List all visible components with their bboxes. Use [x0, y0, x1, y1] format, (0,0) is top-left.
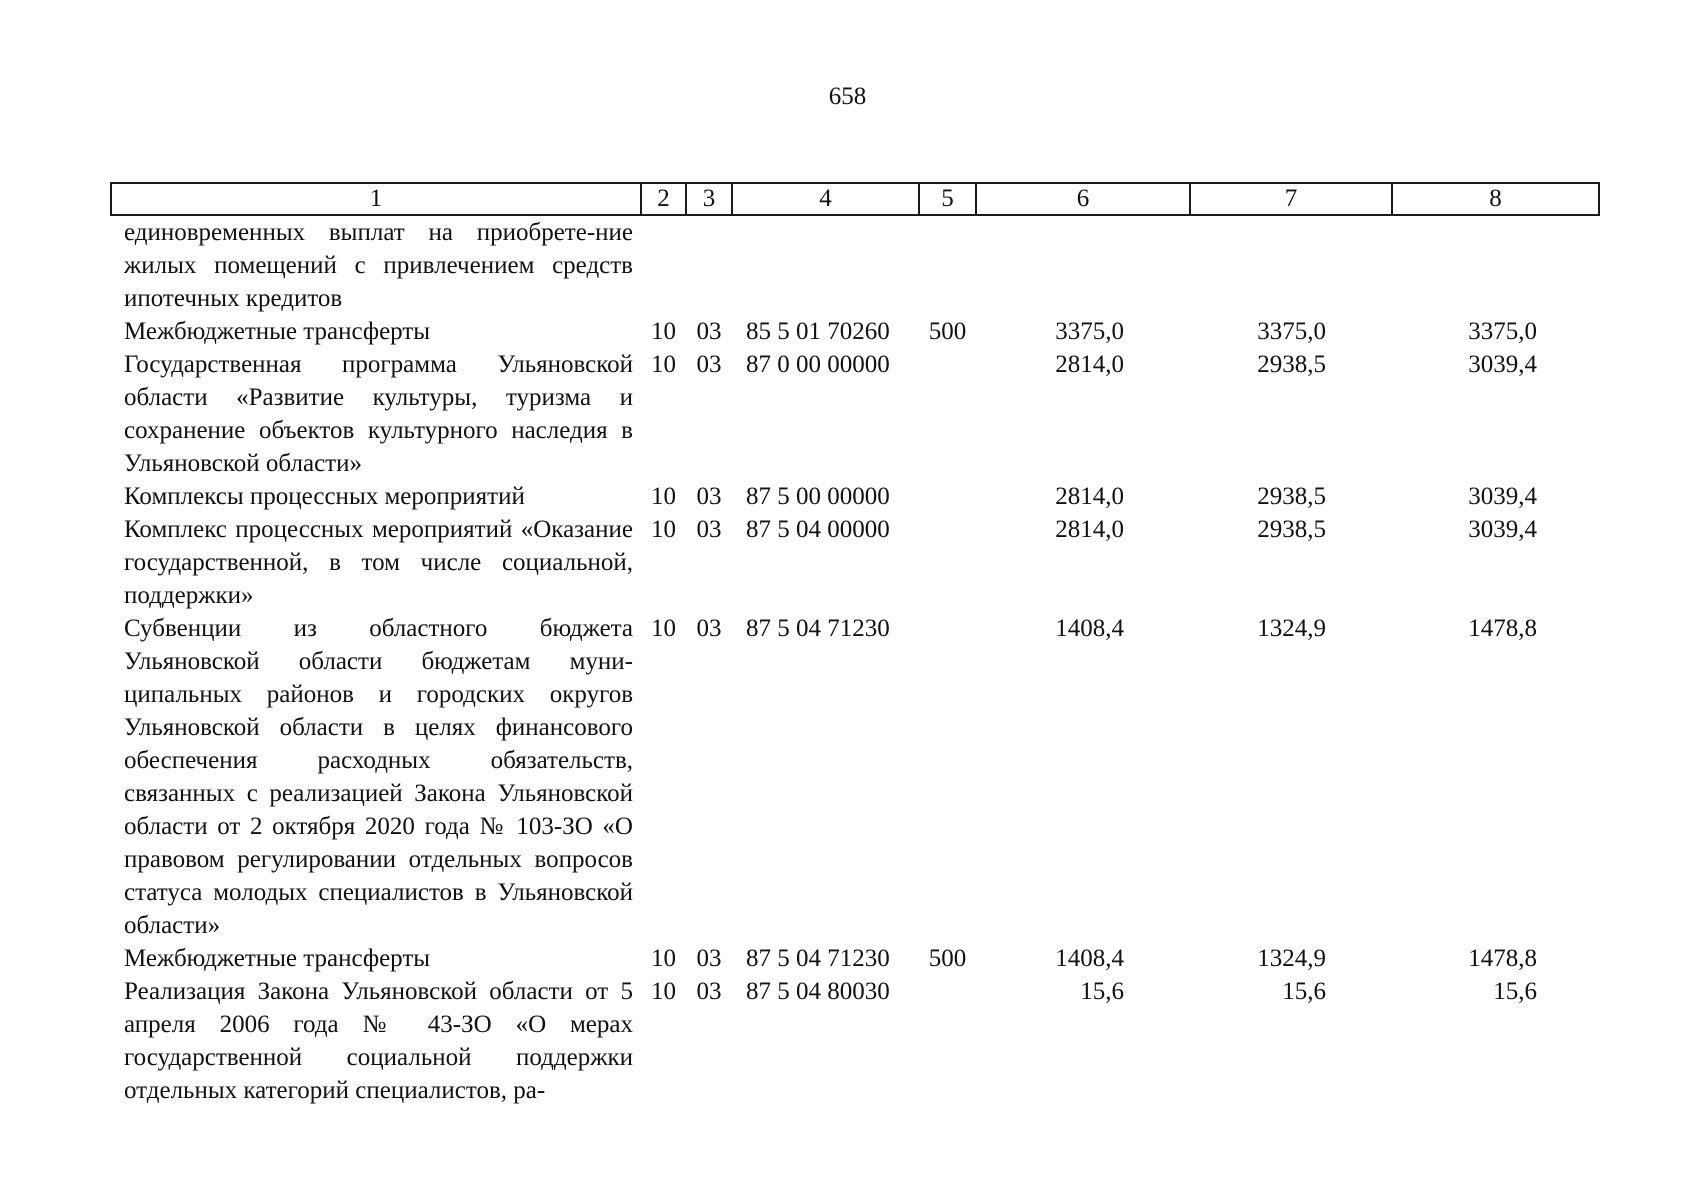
header-col-7: 7: [1190, 183, 1392, 215]
row-expense-type: 500: [928, 945, 967, 972]
row-amount-7: 2938,5: [1257, 516, 1326, 543]
row-amount-6: 3375,0: [1055, 318, 1124, 345]
row-expense-type: [919, 348, 976, 480]
row-subsection: 03: [696, 945, 722, 972]
row-subsection: 03: [696, 516, 722, 543]
header-col-8: 8: [1392, 183, 1599, 215]
row-name: единовременных выплат на приобрете-ние жилых помещений с привлечением средств ипотечных кредитов: [124, 219, 633, 312]
table-body: [111, 215, 1599, 1107]
table-row: [111, 215, 1599, 315]
row-target-code: 87 5 04 71230: [746, 945, 890, 972]
row-amount-8: 1478,8: [1468, 615, 1537, 642]
row-amount-8: 3039,4: [1468, 516, 1537, 543]
row-target-code: 85 5 01 70260: [746, 318, 890, 345]
row-amount-7: [1190, 215, 1392, 315]
row-amount-7: 15,6: [1282, 978, 1326, 1005]
row-amount-8: 3039,4: [1468, 483, 1537, 510]
row-name: Межбюджетные трансферты: [124, 945, 431, 972]
row-amount-8: 1478,8: [1468, 945, 1537, 972]
row-expense-type: [919, 612, 976, 942]
row-section: 10: [651, 483, 676, 510]
table-row: [111, 975, 1599, 1107]
row-section: 10: [651, 615, 676, 642]
row-target-code: [732, 215, 919, 315]
row-amount-7: 1324,9: [1257, 945, 1326, 972]
row-amount-7: 1324,9: [1257, 615, 1326, 642]
row-target-code: 87 0 00 00000: [746, 351, 890, 378]
row-amount-6: 1408,4: [1055, 945, 1124, 972]
row-name: Государственная программа Ульяновской области «Развитие культуры, туризма и сохранение объектов культурного наследия в Ульяновской области»: [124, 351, 633, 477]
row-name: Межбюджетные трансферты: [124, 318, 431, 345]
row-amount-7: 2938,5: [1257, 483, 1326, 510]
page-number: 658: [828, 83, 867, 110]
budget-table-container: [110, 182, 1598, 1107]
row-subsection: [686, 215, 732, 315]
row-target-code: 87 5 04 00000: [746, 516, 890, 543]
row-amount-8: 3039,4: [1468, 351, 1537, 378]
row-amount-6: 2814,0: [1055, 351, 1124, 378]
row-name: Реализация Закона Ульяновской области от 5 апреля 2006 года № 43-ЗО «О мерах государственной социальной поддержки отдельных категорий специалистов, ра-: [124, 978, 633, 1104]
row-name: Комплексы процессных мероприятий: [124, 483, 525, 510]
row-amount-8: 15,6: [1493, 978, 1537, 1005]
row-section: 10: [651, 945, 676, 972]
row-subsection: 03: [696, 978, 722, 1005]
header-row: [111, 183, 1599, 215]
row-name: Комплекс процессных мероприятий «Оказание государственной, в том числе социальной, поддержки»: [124, 516, 633, 609]
header-col-4: 4: [732, 183, 919, 215]
row-subsection: 03: [696, 615, 722, 642]
row-section: 10: [651, 351, 676, 378]
row-section: 10: [651, 516, 676, 543]
row-amount-6: 1408,4: [1055, 615, 1124, 642]
header-col-3: 3: [686, 183, 732, 215]
header-col-1: 1: [111, 183, 641, 215]
table-row: [111, 315, 1599, 348]
header-col-2: 2: [641, 183, 686, 215]
row-subsection: 03: [696, 351, 722, 378]
row-amount-8: 3375,0: [1468, 318, 1537, 345]
row-target-code: 87 5 00 00000: [746, 483, 890, 510]
table-row: [111, 513, 1599, 612]
row-amount-6: 2814,0: [1055, 516, 1124, 543]
row-amount-8: [1392, 215, 1599, 315]
row-expense-type: [919, 975, 976, 1107]
row-amount-6: [976, 215, 1190, 315]
row-amount-7: 3375,0: [1257, 318, 1326, 345]
row-target-code: 87 5 04 71230: [746, 615, 890, 642]
table-row: [111, 612, 1599, 942]
budget-table: [110, 182, 1600, 1107]
row-target-code: 87 5 04 80030: [746, 978, 890, 1005]
row-expense-type: 500: [928, 318, 967, 345]
row-name: Субвенции из областного бюджета Ульяновской области бюджетам муниципальных районов и городских округов Ульяновской области в целях финансового обеспечения расходных обязательств, связанных с реализацией Закона Ульяновской области от 2 октября 2020 года № 103-ЗО «О правовом регулировании отдельных вопросов статуса молодых специалистов в Ульяновской области»: [124, 615, 633, 939]
row-amount-6: 15,6: [1080, 978, 1124, 1005]
row-amount-6: 2814,0: [1055, 483, 1124, 510]
table-row: [111, 480, 1599, 513]
row-amount-7: 2938,5: [1257, 351, 1326, 378]
row-section: 10: [651, 978, 676, 1005]
header-col-6: 6: [976, 183, 1190, 215]
row-section: [641, 215, 686, 315]
row-expense-type: [919, 513, 976, 612]
row-subsection: 03: [696, 318, 722, 345]
row-section: 10: [651, 318, 676, 345]
row-expense-type: [919, 215, 976, 315]
row-expense-type: [919, 480, 976, 513]
table-header: [111, 183, 1599, 215]
table-row: [111, 348, 1599, 480]
header-col-5: 5: [919, 183, 976, 215]
row-subsection: 03: [696, 483, 722, 510]
table-row: [111, 942, 1599, 975]
